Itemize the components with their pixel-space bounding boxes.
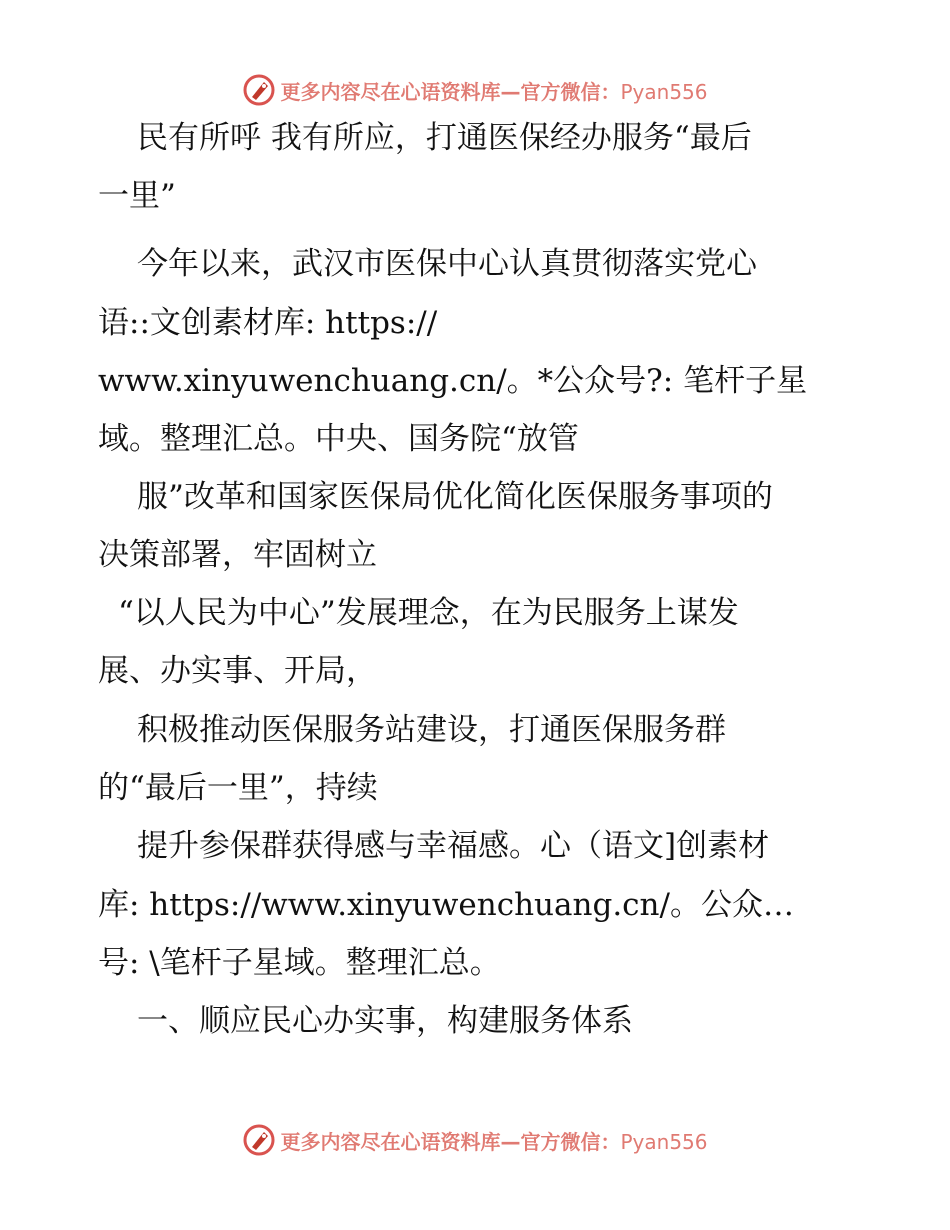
footer-watermark <box>0 1120 950 1160</box>
pen-nib-logo-icon <box>242 1123 276 1157</box>
text-line: 号: \笔杆子星域。整理汇总。 <box>98 945 501 981</box>
text-line: 展、办实事、开局， <box>98 653 377 689</box>
text-line: 积极推动医保服务站建设，打通医保服务群 <box>137 712 726 748</box>
watermark-text: 更多内容尽在心语资料库—官方微信：Pyan556 <box>280 79 708 104</box>
watermark-text: 更多内容尽在心语资料库—官方微信：Pyan556 <box>280 1129 708 1154</box>
header-watermark <box>0 70 950 110</box>
text-line: 库: https://www.xinyuwenchuang.cn/。公众… <box>98 887 794 923</box>
text-line: 民有所呼 我有所应，打通医保经办服务“最后 <box>137 120 752 156</box>
text-line: “以人民为中心”发展理念，在为民服务上谋发 <box>118 595 739 631</box>
text-line: 的“最后一里”，持续 <box>98 770 378 806</box>
text-line: 今年以来，武汉市医保中心认真贯彻落实党心 <box>137 246 757 282</box>
pen-nib-logo-icon <box>242 73 276 107</box>
text-line: 服”改革和国家医保局优化简化医保服务事项的 <box>137 479 773 515</box>
section-heading: 一、顺应民心办实事，构建服务体系 <box>137 1003 633 1039</box>
text-line: 决策部署，牢固树立 <box>98 537 377 573</box>
text-line: 语::文创素材库: https:// <box>98 305 438 341</box>
text-line: 一里” <box>98 178 176 214</box>
text-line: 域。整理汇总。中央、国务院“放管 <box>98 421 579 457</box>
text-line: www.xinyuwenchuang.cn/。*公众号?: 笔杆子星 <box>98 363 808 399</box>
text-line: 提升参保群获得感与幸福感。心（语文]创素材 <box>137 828 770 864</box>
